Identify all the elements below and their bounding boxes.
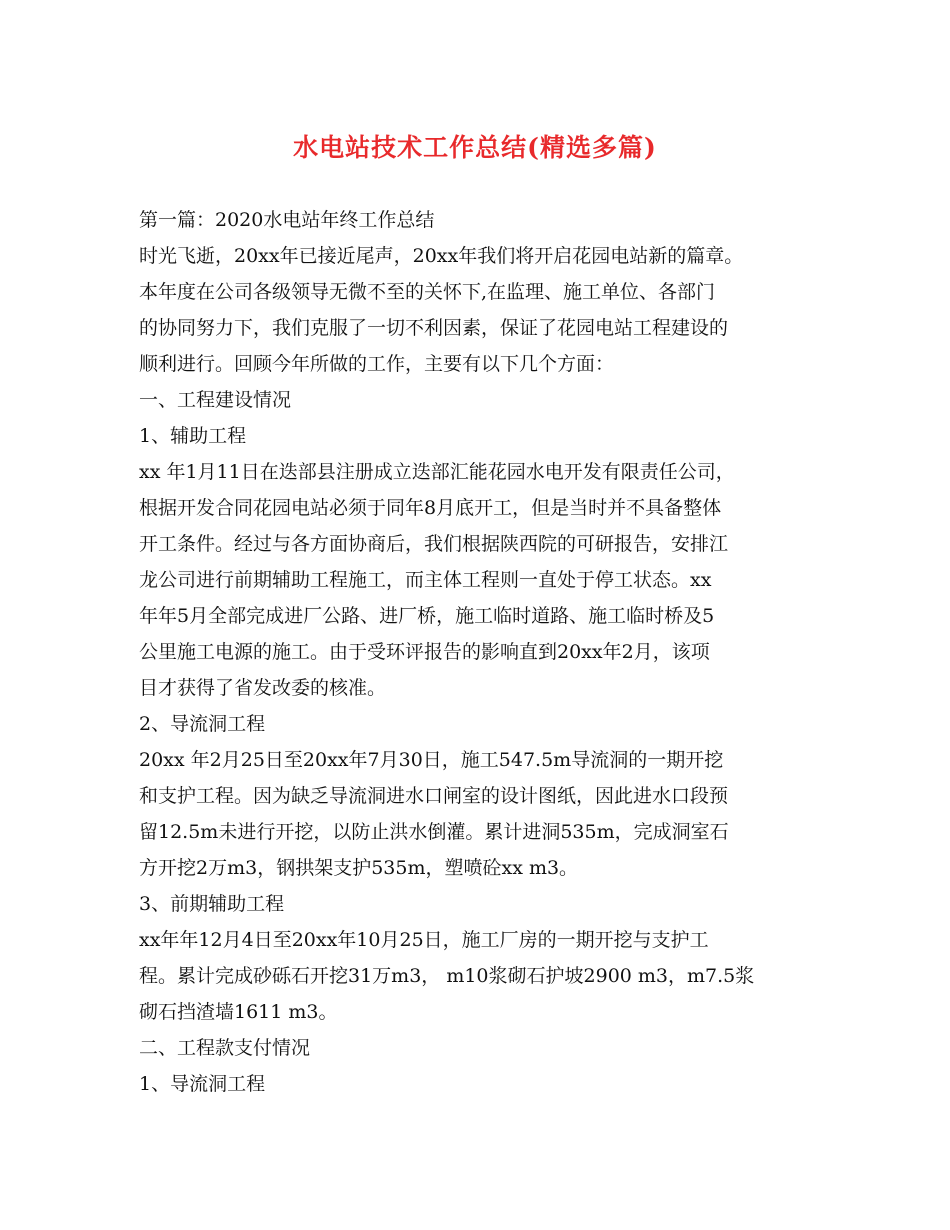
body-line: 顺利进行。回顾今年所做的工作，主要有以下几个方面： — [139, 353, 615, 375]
section-heading: 一、工程建设情况 — [139, 389, 292, 411]
body-line: 第一篇：2020水电站年终工作总结 — [139, 209, 435, 231]
body-line: 本年度在公司各级领导无微不至的关怀下,在监理、施工单位、各部门 — [139, 281, 716, 303]
body-line: 时光飞逝，20xx年已接近尾声，20xx年我们将开启花园电站新的篇章。 — [139, 245, 744, 267]
subsection-heading: 2、导流洞工程 — [139, 713, 266, 735]
body-line: 留12.5m未进行开挖，以防止洪水倒灌。累计进洞535m，完成洞室石 — [139, 821, 729, 843]
subsection-heading: 1、辅助工程 — [139, 425, 247, 447]
body-line: 的协同努力下，我们克服了一切不利因素，保证了花园电站工程建设的 — [139, 317, 729, 339]
document-title: 水电站技术工作总结(精选多篇) — [293, 133, 657, 162]
body-line: 砌石挡渣墙1611 m3。 — [139, 1001, 338, 1023]
body-line: 程。累计完成砂砾石开挖31万m3， m10浆砌石护坡2900 m3，m7.5浆 — [139, 965, 755, 987]
body-line: 龙公司进行前期辅助工程施工，而主体工程则一直处于停工状态。xx — [139, 569, 712, 591]
document-body — [139, 202, 829, 1102]
body-line: 开工条件。经过与各方面协商后，我们根据陕西院的可研报告，安排江 — [139, 533, 729, 555]
body-line: 目才获得了省发改委的核准。 — [139, 677, 387, 699]
subsection-heading: 3、前期辅助工程 — [139, 893, 285, 915]
section-heading: 二、工程款支付情况 — [139, 1037, 311, 1059]
body-line: 方开挖2万m3，钢拱架支护535m，塑喷砼xx m3。 — [139, 857, 579, 879]
body-line: 20xx 年2月25日至20xx年7月30日，施工547.5m导流洞的一期开挖 — [139, 749, 724, 771]
body-line: xx年年12月4日至20xx年10月25日，施工厂房的一期开挖与支护工 — [139, 929, 709, 951]
subsection-heading: 1、导流洞工程 — [139, 1073, 266, 1095]
body-line: 和支护工程。因为缺乏导流洞进水口闸室的设计图纸，因此进水口段预 — [139, 785, 729, 807]
body-line: 公里施工电源的施工。由于受环评报告的影响直到20xx年2月，该项 — [139, 641, 710, 663]
body-line: xx 年1月11日在迭部县注册成立迭部汇能花园水电开发有限责任公司， — [139, 461, 735, 483]
body-line: 年年5月全部完成进厂公路、进厂桥，施工临时道路、施工临时桥及5 — [139, 605, 715, 627]
body-line: 根据开发合同花园电站必须于同年8月底开工，但是当时并不具备整体 — [139, 497, 722, 519]
